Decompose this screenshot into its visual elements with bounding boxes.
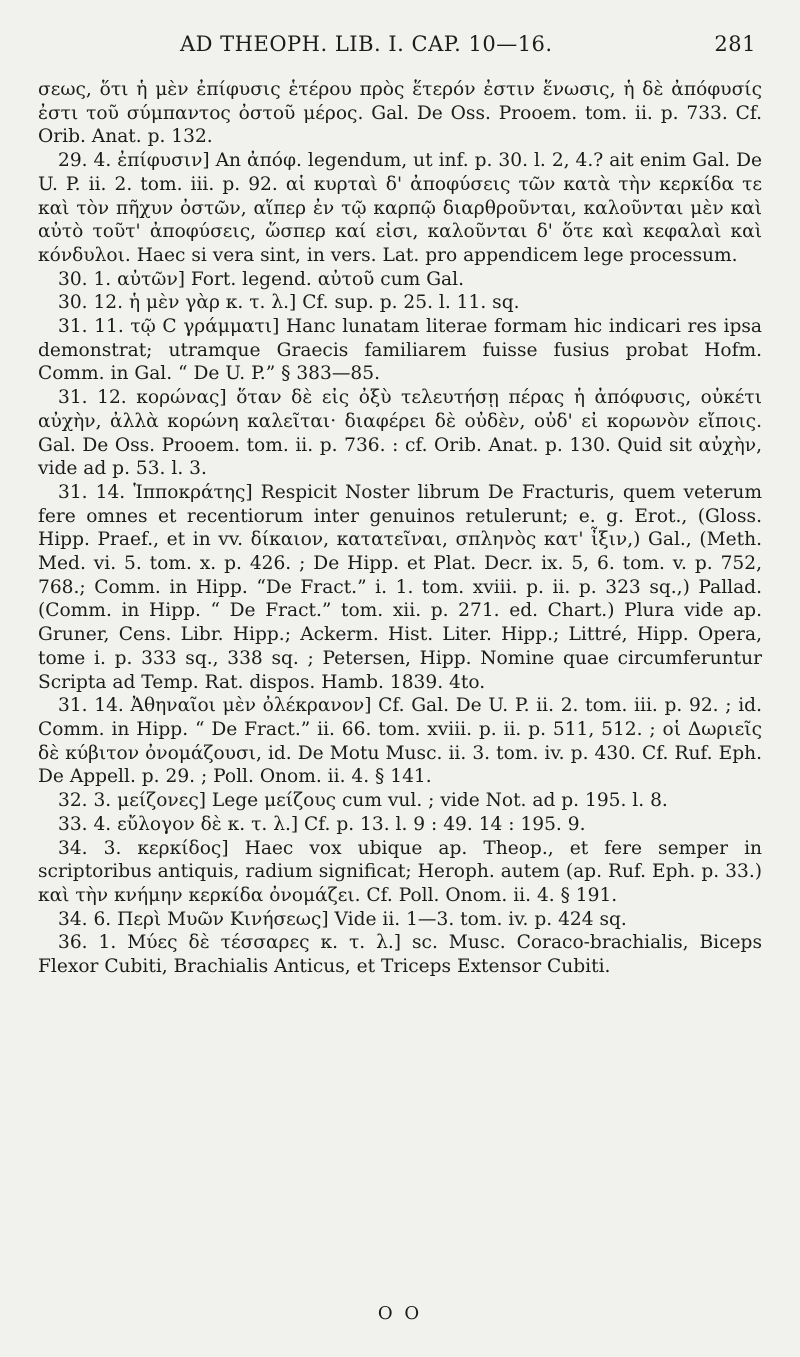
page-header xyxy=(40,32,756,68)
note-31-11: 31. 11. τῷ C γράμματι] Hanc lunatam literae formam hic indicari res ipsa demonstrat; utramque Graecis familiarem fuisse fusius probat Hofm. Comm. in Gal. “ De U. P.” § 383—85. xyxy=(38,316,762,385)
note-32-3: 32. 3. μείζονες] Lege μείζους cum vul. ; vide Not. ad p. 195. l. 8. xyxy=(58,790,668,812)
note-31-12: 31. 12. κορώνας] ὅταν δὲ εἰς ὀξὺ τελευτήσῃ πέρας ἡ ἀπόφυσις, οὐκέτι αὐχὴν, ἀλλὰ κορώνη καλεῖται· διαφέρει δὲ οὐδὲν, οὐδ' εἰ κορωνὸν εἴποις. Gal. De Oss. Prooem. tom. ii. p. 736. : cf. Orib. Anat. p. 130. Quid sit αὐχὴν, vide ad p. 53. l. 3. xyxy=(38,387,762,480)
note-31-14-hippocrates: 31. 14. Ἱπποκράτης] Respicit Noster librum De Fracturis, quem veterum fere omnes et recentiorum inter genuinos retulerunt; e. g. Erot., (Gloss. Hipp. Praef., et in vv. δίκαιον, κατατεῖναι, σπληνὸς κατ' ἶξιν,) Gal., (Meth. Med. vi. 5. tom. x. p. 426. ; De Hipp. et Plat. Decr. ix. 5, 6. tom. v. p. 752, 768.; Comm. in Hipp. “De Fract.” i. 1. tom. xviii. p. ii. p. 323 sq.,) Pallad. (Comm. in Hipp. “ De Fract.” tom. xii. p. 271. ed. Chart.) Plura vide ap. Gruner, Cens. Libr. Hipp.; Ackerm. Hist. Liter. Hipp.; Littré, Hipp. Opera, tome i. p. 333 sq., 338 sq. ; Petersen, Hipp. Nomine quae circumferuntur Scripta ad Temp. Rat. dispos. Hamb. 1839. 4to. xyxy=(38,481,762,693)
note-34-3: 34. 3. κερκίδος] Haec vox ubique ap. Theop., et fere semper in scriptoribus antiquis, radium significat; Heroph. autem (ap. Ruf. Eph. p. 33.) καὶ τὴν κνήμην κερκίδα ὀνομάζει. Cf. Poll. Onom. ii. 4. § 191. xyxy=(38,837,762,906)
note-continuation: σεως, ὅτι ἡ μὲν ἐπίφυσις ἑτέρου πρὸς ἕτερόν ἐστιν ἕνωσις, ἡ δὲ ἀπόφυσίς ἐστι τοῦ σύμπαντος ὀστοῦ μέρος. Gal. De Oss. Prooem. tom. ii. p. 733. Cf. Orib. Anat. p. 132. xyxy=(38,79,762,148)
page-number: 281 xyxy=(714,32,756,56)
note-30-12: 30. 12. ἡ μὲν γὰρ κ. τ. λ.] Cf. sup. p. 25. l. 11. sq. xyxy=(58,292,520,314)
note-30-1: 30. 1. αὐτῶν] Fort. legend. αὐτοῦ cum Gal. xyxy=(58,268,465,290)
note-33-4: 33. 4. εὔλογον δὲ κ. τ. λ.] Cf. p. 13. l. 9 : 49. 14 : 195. 9. xyxy=(58,813,586,835)
note-29-4: 29. 4. ἐπίφυσιν] An ἀπόφ. legendum, ut inf. p. 30. l. 2, 4.? ait enim Gal. De U. P. ii. 2. tom. iii. p. 92. αἱ κυρταὶ δ' ἀποφύσεις τῶν κατὰ τὴν κερκίδα τε καὶ τὸν πῆχυν ὀστῶν, αἵπερ ἐν τῷ καρπῷ διαρθροῦνται, καλοῦνται μὲν καὶ αὐτὸ τοῦτ' ἀποφύσεις, ὥσπερ καί εἰσι, καλοῦνται δ' ὅτε καὶ κεφαλαὶ καὶ κόνδυλοι. Haec si vera sint, in vers. Lat. pro appendicem lege processum. xyxy=(38,150,762,266)
note-34-6: 34. 6. Περὶ Μυῶν Κινήσεως] Vide ii. 1—3. tom. iv. p. 424 sq. xyxy=(58,908,627,930)
note-36-1: 36. 1. Μύες δὲ τέσσαρες κ. τ. λ.] sc. Musc. Coraco-brachialis, Biceps Flexor Cubiti, Brachialis Anticus, et Triceps Extensor Cubiti. xyxy=(38,932,762,978)
running-title: AD THEOPH. LIB. I. CAP. 10—16. xyxy=(180,32,553,56)
notes-body xyxy=(38,78,762,979)
note-31-14-athenaioi: 31. 14. Ἀθηναῖοι μὲν ὀλέκρανον] Cf. Gal. De U. P. ii. 2. tom. iii. p. 92. ; id. Comm. in Hipp. “ De Fract.” ii. 66. tom. xviii. p. ii. p. 511, 512. ; οἱ Δωριεῖς δὲ κύβιτον ὀνομάζουσι, id. De Motu Musc. ii. 3. tom. iv. p. 430. Cf. Ruf. Eph. De Appell. p. 29. ; Poll. Onom. ii. 4. § 141. xyxy=(38,695,762,788)
signature-mark: O O xyxy=(377,1303,423,1324)
